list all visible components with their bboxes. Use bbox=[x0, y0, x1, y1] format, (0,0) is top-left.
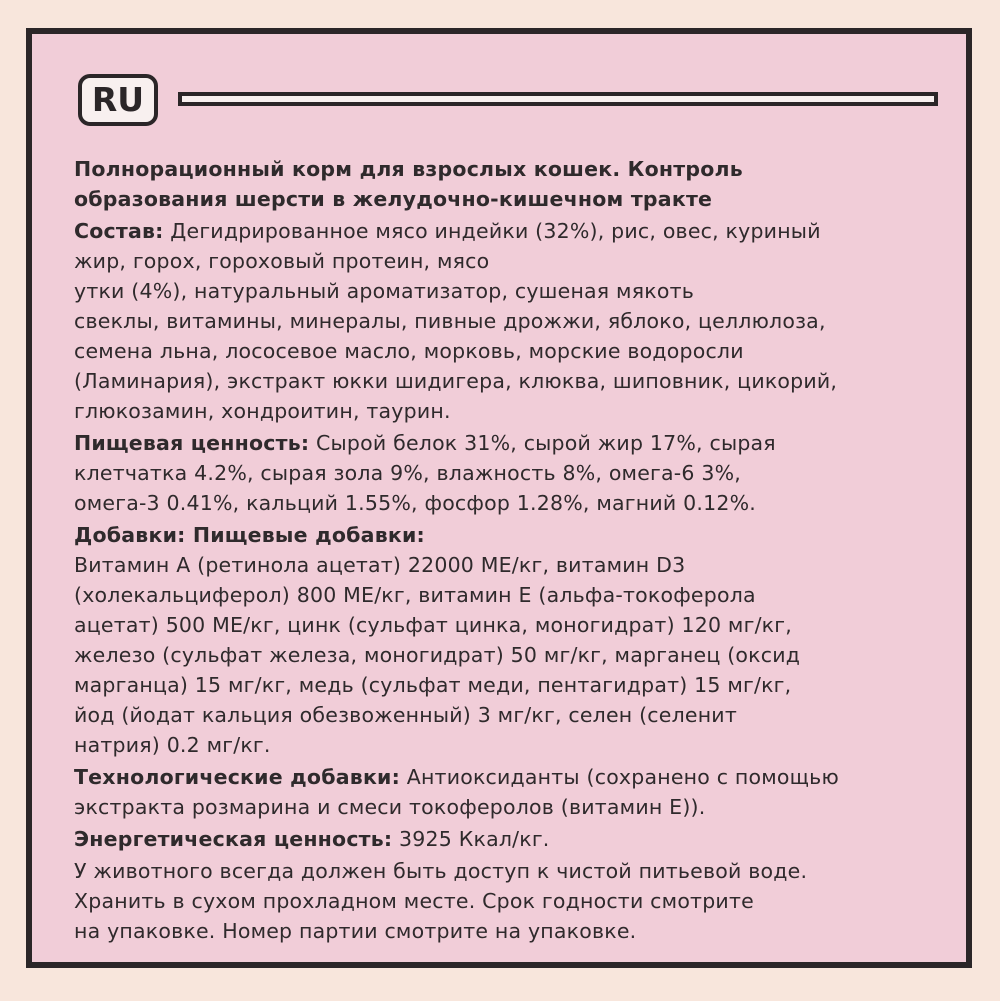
footer-line: на упаковке. Номер партии смотрите на упаковке. bbox=[74, 919, 637, 943]
title-line: Полнорационный корм для взрослых кошек. Контроль bbox=[74, 157, 743, 181]
label-text bbox=[74, 154, 954, 948]
energy-section bbox=[74, 824, 954, 854]
additives-line: йод (йодат кальция обезвоженный) 3 мг/кг, селен (селенит bbox=[74, 703, 737, 727]
composition-line: глюкозамин, хондроитин, таурин. bbox=[74, 399, 451, 423]
tech-additives-first-line bbox=[74, 762, 954, 792]
product-title bbox=[74, 154, 954, 214]
composition-line: (Ламинария), экстракт юкки шидигера, клюква, шиповник, цикорий, bbox=[74, 369, 838, 393]
nutrition-line: омега-3 0.41%, кальций 1.55%, фосфор 1.28%, магний 0.12%. bbox=[74, 491, 756, 515]
nutrition-label: Пищевая ценность: bbox=[74, 431, 310, 455]
energy-label: Энергетическая ценность: bbox=[74, 827, 393, 851]
tech-additives-label: Технологические добавки: bbox=[74, 765, 401, 789]
additives-line: ацетат) 500 МЕ/кг, цинк (сульфат цинка, моногидрат) 120 мг/кг, bbox=[74, 613, 792, 637]
additives-line: (холекальциферол) 800 МЕ/кг, витамин Е (альфа-токоферола bbox=[74, 583, 756, 607]
additives-line: марганца) 15 мг/кг, медь (сульфат меди, пентагидрат) 15 мг/кг, bbox=[74, 673, 792, 697]
storage-notes bbox=[74, 856, 954, 946]
additives-section bbox=[74, 520, 954, 760]
label-header bbox=[78, 74, 938, 126]
composition-line: семена льна, лососевое масло, морковь, морские водоросли bbox=[74, 339, 744, 363]
title-line: образования шерсти в желудочно-кишечном тракте bbox=[74, 187, 713, 211]
composition-line: свеклы, витамины, минералы, пивные дрожжи, яблоко, целлюлоза, bbox=[74, 309, 826, 333]
footer-line: Хранить в сухом прохладном месте. Срок годности смотрите bbox=[74, 889, 754, 913]
composition-line: жир, горох, гороховый протеин, мясо bbox=[74, 249, 490, 273]
nutrition-section bbox=[74, 428, 954, 518]
composition-text: Дегидрированное мясо индейки (32%), рис, овес, куриный bbox=[163, 219, 821, 243]
header-rule bbox=[178, 92, 938, 106]
language-badge: RU bbox=[78, 74, 158, 126]
energy-value: 3925 Ккал/кг. bbox=[392, 827, 550, 851]
nutrition-first-line bbox=[74, 428, 954, 458]
additives-line: натрия) 0.2 мг/кг. bbox=[74, 733, 271, 757]
footer-line: У животного всегда должен быть доступ к чистой питьевой воде. bbox=[74, 859, 808, 883]
label-panel bbox=[26, 28, 972, 968]
composition-section bbox=[74, 216, 954, 426]
additives-line: Витамин А (ретинола ацетат) 22000 МЕ/кг, витамин D3 bbox=[74, 553, 686, 577]
composition-label: Состав: bbox=[74, 219, 164, 243]
nutrition-text: Сырой белок 31%, сырой жир 17%, сырая bbox=[309, 431, 776, 455]
composition-line: утки (4%), натуральный ароматизатор, сушеная мякоть bbox=[74, 279, 695, 303]
tech-additives-line: экстракта розмарина и смеси токоферолов (витамин Е)). bbox=[74, 795, 706, 819]
composition-first-line bbox=[74, 216, 954, 246]
additives-label: Добавки: Пищевые добавки: bbox=[74, 523, 425, 547]
energy-line bbox=[74, 824, 954, 854]
tech-additives-text: Антиоксиданты (сохранено с помощью bbox=[400, 765, 839, 789]
tech-additives-section bbox=[74, 762, 954, 822]
additives-line: железо (сульфат железа, моногидрат) 50 мг/кг, марганец (оксид bbox=[74, 643, 801, 667]
nutrition-line: клетчатка 4.2%, сырая зола 9%, влажность 8%, омега-6 3%, bbox=[74, 461, 741, 485]
